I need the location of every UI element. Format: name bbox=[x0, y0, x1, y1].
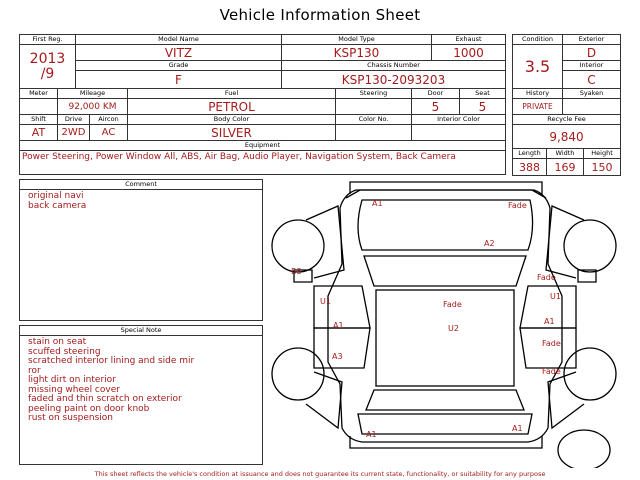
width-label: Width bbox=[547, 149, 584, 159]
hood bbox=[358, 200, 533, 250]
grade-value: F bbox=[76, 71, 282, 89]
wheel-front-left bbox=[272, 220, 324, 272]
recycle-fee-value: 9,840 bbox=[513, 125, 621, 149]
damage-labels bbox=[291, 199, 561, 439]
spare-wheel bbox=[558, 430, 610, 468]
damage-label: Fade bbox=[508, 201, 527, 210]
damage-label: Fade bbox=[537, 273, 556, 282]
left-front-fender bbox=[306, 206, 344, 278]
steering-value bbox=[336, 99, 412, 115]
chassis-number-value: KSP130-2093203 bbox=[282, 71, 506, 89]
mileage-value: 92,000 KM bbox=[58, 99, 128, 115]
mileage-label: Mileage bbox=[58, 89, 128, 99]
history-value: PRIVATE bbox=[513, 99, 563, 115]
left-rear-fender bbox=[306, 372, 342, 428]
color-table bbox=[19, 114, 506, 175]
model-type-label: Model Type bbox=[282, 35, 432, 45]
fuel-label: Fuel bbox=[128, 89, 336, 99]
rear-glass bbox=[366, 390, 524, 410]
recycle-table bbox=[512, 114, 621, 176]
color-no-label: Color No. bbox=[336, 115, 412, 125]
syaken-value bbox=[563, 99, 621, 115]
aircon-label: Aircon bbox=[90, 115, 128, 125]
comment-label: Comment bbox=[20, 180, 262, 190]
damage-label: U1 bbox=[550, 292, 561, 301]
damage-label: A3 bbox=[332, 352, 343, 361]
body-color-value: SILVER bbox=[128, 125, 336, 141]
shift-value: AT bbox=[20, 125, 58, 141]
special-note-label: Special Note bbox=[20, 326, 262, 336]
damage-label: U1 bbox=[320, 297, 331, 306]
left-rear-door bbox=[314, 328, 370, 368]
comment-box bbox=[19, 179, 263, 321]
height-value: 150 bbox=[584, 159, 621, 176]
windshield bbox=[364, 256, 526, 286]
tailgate bbox=[358, 414, 532, 434]
special-note-box bbox=[19, 325, 263, 465]
damage-label: A1 bbox=[333, 321, 344, 330]
condition-value: 3.5 bbox=[513, 45, 563, 89]
equipment-cell bbox=[20, 151, 506, 175]
condition-table bbox=[512, 34, 621, 89]
body-color-label: Body Color bbox=[128, 115, 336, 125]
model-table bbox=[19, 34, 506, 89]
door-value: 5 bbox=[412, 99, 460, 115]
width-value: 169 bbox=[547, 159, 584, 176]
grade-label: Grade bbox=[76, 61, 282, 71]
shift-label: Shift bbox=[20, 115, 58, 125]
color-no-value bbox=[336, 125, 412, 141]
first-reg-month: /9 bbox=[40, 65, 55, 82]
model-name-value: VITZ bbox=[76, 45, 282, 61]
exterior-value: D bbox=[563, 45, 621, 61]
length-value: 388 bbox=[513, 159, 547, 176]
first-reg-year: 2013 bbox=[29, 50, 66, 67]
meter-value bbox=[20, 99, 58, 115]
damage-label: U2 bbox=[448, 324, 459, 333]
special-note-text: stain on seat scuffed steering scratched interior lining and side mir ror light dirt on interior missing wheel cover faded and thin scratch on exterior peeling paint on door knob rust on suspension bbox=[28, 337, 195, 423]
drive-value: 2WD bbox=[58, 125, 90, 141]
equipment-value: Power Steering, Power Window All, ABS, Air Bag, Audio Player, Navigation System, Back Camera bbox=[22, 152, 456, 162]
damage-label: Fade bbox=[542, 367, 561, 376]
first-reg-label: First Reg. bbox=[20, 35, 76, 45]
syaken-label: Syaken bbox=[563, 89, 621, 99]
seat-value: 5 bbox=[460, 99, 506, 115]
damage-label: A1 bbox=[366, 430, 377, 439]
history-label: History bbox=[513, 89, 563, 99]
damage-label: A1 bbox=[512, 424, 523, 433]
interior-color-value bbox=[412, 125, 506, 141]
steering-label: Steering bbox=[336, 89, 412, 99]
disclaimer-footer: This sheet reflects the vehicle's condition at issuance and does not guarantee its current state, functionality, or suitability for any purpose bbox=[94, 470, 546, 478]
interior-value: C bbox=[563, 71, 621, 89]
length-label: Length bbox=[513, 149, 547, 159]
door-label: Door bbox=[412, 89, 460, 99]
front-under-panel bbox=[350, 182, 542, 194]
history-table bbox=[512, 88, 621, 115]
damage-label: A1 bbox=[372, 199, 383, 208]
wheel-front-right bbox=[564, 220, 616, 272]
damage-label: B3 bbox=[291, 267, 302, 276]
model-type-value: KSP130 bbox=[282, 45, 432, 61]
exhaust-label: Exhaust bbox=[432, 35, 506, 45]
damage-label: A1 bbox=[544, 317, 555, 326]
exhaust-value: 1000 bbox=[432, 45, 506, 61]
aircon-value: AC bbox=[90, 125, 128, 141]
fuel-value: PETROL bbox=[128, 99, 336, 115]
damage-label: Fade bbox=[443, 300, 462, 309]
interior-color-label: Interior Color bbox=[412, 115, 506, 125]
comment-text: original navi back camera bbox=[28, 191, 87, 211]
right-front-fender bbox=[546, 206, 584, 278]
car-damage-diagram bbox=[266, 178, 626, 468]
equipment-label: Equipment bbox=[20, 141, 506, 151]
height-label: Height bbox=[584, 149, 621, 159]
sheet-title: Vehicle Information Sheet bbox=[219, 6, 421, 24]
recycle-fee-label: Recycle Fee bbox=[513, 115, 621, 125]
chassis-number-label: Chassis Number bbox=[282, 61, 506, 71]
seat-label: Seat bbox=[460, 89, 506, 99]
right-rear-fender bbox=[548, 372, 584, 428]
front-bumper bbox=[346, 190, 546, 198]
wheel-rear-left bbox=[272, 348, 324, 400]
drive-label: Drive bbox=[58, 115, 90, 125]
car-body-outline bbox=[328, 190, 562, 442]
exterior-label: Exterior bbox=[563, 35, 621, 45]
model-name-label: Model Name bbox=[76, 35, 282, 45]
meter-label: Meter bbox=[20, 89, 58, 99]
spec-table bbox=[19, 88, 506, 115]
damage-label: A2 bbox=[484, 239, 495, 248]
first-reg-value bbox=[20, 45, 76, 89]
condition-label: Condition bbox=[513, 35, 563, 45]
interior-label: Interior bbox=[563, 61, 621, 71]
damage-label: Fade bbox=[542, 339, 561, 348]
